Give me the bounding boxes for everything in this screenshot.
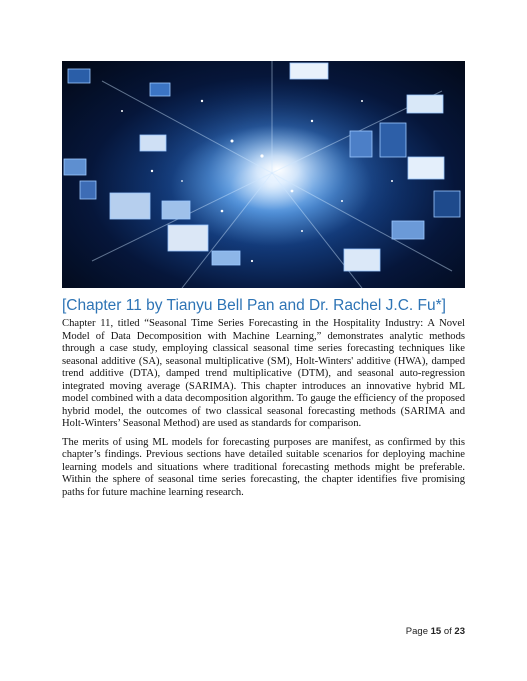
page-word: Page bbox=[405, 626, 428, 637]
page-total: 23 bbox=[454, 626, 465, 637]
page-number: 15 bbox=[430, 626, 442, 637]
chapter-body bbox=[62, 318, 465, 505]
chapter-heading: [Chapter 11 by Tianyu Bell Pan and Dr. Rachel J.C. Fu*] bbox=[62, 297, 446, 314]
paragraph: Chapter 11, titled “Seasonal Time Series Forecasting in the Hospitality Industry: A Novel Model of Data Decomposition with Machine Learning,” demonstrates analytic methods through a case study, employing classical seasonal time series forecasting techniques like seasonal additive (SA), seasonal multiplicative (SM), Holt-Winters' additive (HWA), damped trend additive (DTA), damped trend multiplicative (DTM), and seasonal auto-regression integrated moving average (SARIMA). This chapter introduces an innovative hybrid ML model combined with a data decomposition algorithm. To gauge the efficiency of the proposed hybrid model, the outcomes of two classical seasonal forecasting methods (SARIMA and Holt-Winters’ Seasonal Method) are used as standards for comparison. bbox=[62, 318, 465, 429]
of-word: of bbox=[443, 626, 452, 637]
paragraph: The merits of using ML models for forecasting purposes are manifest, as confirmed by this chapter’s findings. Previous sections have detailed suitable scenarios for deploying machine learning models and situations where traditional forecasting methods might be preferable. Within the sphere of seasonal time series forecasting, the chapter identifies five promising paths for future machine learning research. bbox=[62, 436, 465, 498]
data-screens-burst-image bbox=[62, 61, 465, 288]
hero-image bbox=[62, 61, 465, 288]
page-footer bbox=[406, 626, 465, 637]
